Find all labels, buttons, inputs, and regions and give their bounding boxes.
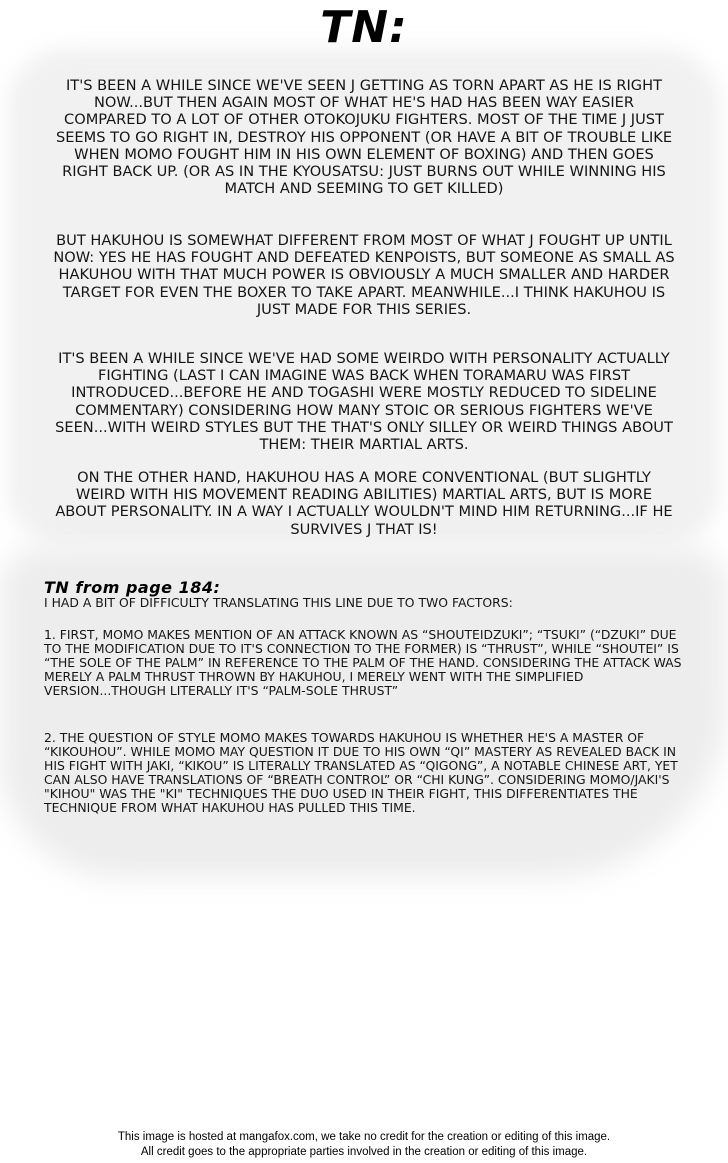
section-point-1: 1. FIRST, MOMO MAKES MENTION OF AN ATTACK KNOWN AS “SHOUTEIDZUKI”; “TSUKI” (“DZUKI” DUE TO THE MODIFICATION DUE TO IT'S CONNECTION TO THE FORMER) IS “THRUST”, WHILE “SHOUTEI” IS “THE SOLE OF THE PALM” IN REFERENCE TO THE PALM OF THE HAND. CONSIDERING THE ATTACK WAS MERELY A PALM THRUST THROWN BY HAKUHOU, I MERELY WENT WITH THE SIMPLIFIED VERSION...THOUGH LITERALLY IT'S “PALM-SOLE THRUST” [44,627,682,699]
footer-line-2: All credit goes to the appropriate parties involved in the creation or editing of this image. [140,1146,588,1158]
note-paragraph-3: IT'S BEEN A WHILE SINCE WE'VE HAD SOME WEIRDO WITH PERSONALITY ACTUALLY FIGHTING (LAST I CAN IMAGINE WAS BACK WHEN TORAMARU WAS FIRST INTRODUCED...BEFORE HE AND TOGASHI WERE MOSTLY REDUCED TO SIDELINE COMMENTARY) CONSIDERING HOW MANY STOIC OR SERIOUS FIGHTERS WE'VE SEEN...WITH WEIRD STYLES BUT THE THAT'S ONLY SILLEY OR WEIRD THINGS ABOUT THEM: THEIR MARTIAL ARTS. [55,350,673,454]
note-paragraph-2: BUT HAKUHOU IS SOMEWHAT DIFFERENT FROM MOST OF WHAT J FOUGHT UP UNTIL NOW: YES HE HAS FOUGHT AND DEFEATED KENPOISTS, BUT SOMEONE AS SMALL AS HAKUHOU WITH THAT MUCH POWER IS OBVIOUSLY A MUCH SMALLER AND HARDER TARGET FOR EVEN THE BOXER TO TAKE APART. MEANWHILE...I THINK HAKUHOU IS JUST MADE FOR THIS SERIES. [53,232,675,318]
section-heading: TN from page 184: [44,578,221,597]
hosting-footer [0,1130,728,1160]
note-paragraph-4: ON THE OTHER HAND, HAKUHOU HAS A MORE CONVENTIONAL (BUT SLIGHTLY WEIRD WITH HIS MOVEMENT READING ABILITIES) MARTIAL ARTS, BUT IS MORE ABOUT PERSONALITY. IN A WAY I ACTUALLY WOULDN'T MIND HIM RETURNING...IF HE SURVIVES J THAT IS! [55,469,673,538]
note-paragraph-1: IT'S BEEN A WHILE SINCE WE'VE SEEN J GETTING AS TORN APART AS HE IS RIGHT NOW...BUT THEN AGAIN MOST OF WHAT HE'S HAD HAS BEEN WAY EASIER COMPARED TO A LOT OF OTHER OTOKOJUKU FIGHTERS. MOST OF THE TIME J JUST SEEMS TO GO RIGHT IN, DESTROY HIS OPPONENT (OR HAVE A BIT OF TROUBLE LIKE WHEN MOMO FOUGHT HIM IN HIS OWN ELEMENT OF BOXING) AND THEN GOES RIGHT BACK UP. (OR AS IN THE KYOUSATSU: JUST BURNS OUT WHILE WINNING HIS MATCH AND SEEMING TO GET KILLED) [55,77,673,198]
section-point-2: 2. THE QUESTION OF STYLE MOMO MAKES TOWARDS HAKUHOU IS WHETHER HE'S A MASTER OF “KIKOUHOU”. WHILE MOMO MAY QUESTION IT DUE TO HIS OWN “QI” MASTERY AS REVEALED BACK IN HIS FIGHT WITH JAKI, “KIKOU” IS LITERALLY TRANSLATED AS “QIGONG”, A NOTABLE CHINESE ART, YET CAN ALSO HAVE TRANSLATIONS OF “BREATH CONTROL” OR “CHI KUNG”. CONSIDERING MOMO/JAKI'S "KIHOU" WAS THE "KI" TECHNIQUES THE DUO USED IN THEIR FIGHT, THIS DIFFERENTIATES THE TECHNIQUE FROM WHAT HAKUHOU HAS PULLED THIS TIME. [44,730,678,816]
section-intro: I HAD A BIT OF DIFFICULTY TRANSLATING THIS LINE DUE TO TWO FACTORS: [44,595,513,610]
page-title: TN: [320,2,408,53]
footer-line-1: This image is hosted at mangafox.com, we take no credit for the creation or editing of this image. [117,1131,611,1143]
